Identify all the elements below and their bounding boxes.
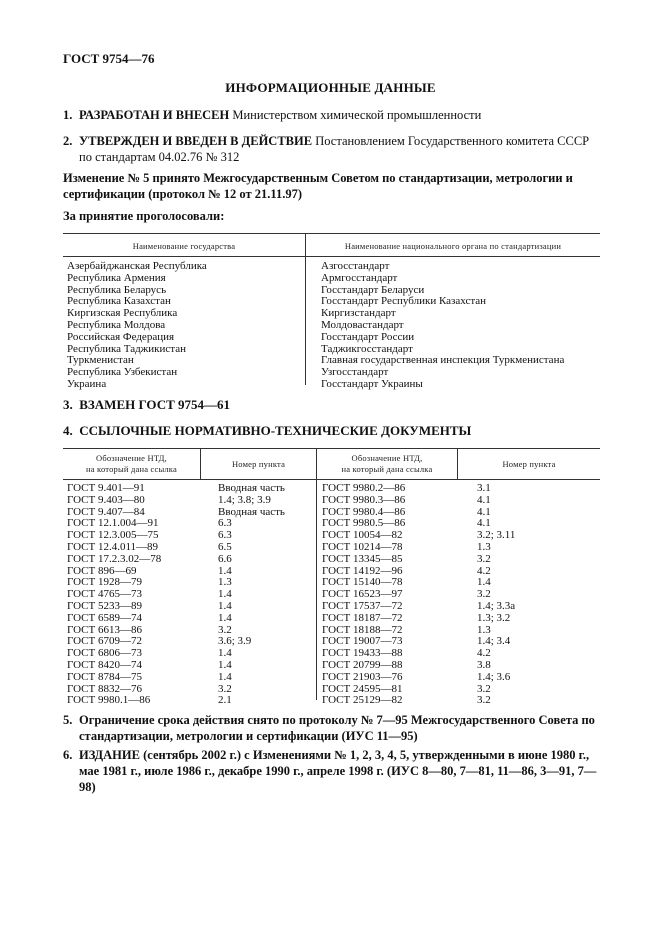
standards-body-name: Госстандарт России xyxy=(321,330,415,343)
standards-body-name: Узгосстандарт xyxy=(321,366,389,379)
ref-doc-designation: ГОСТ 24595—81 xyxy=(322,682,403,695)
ref-item-number: 1.4 xyxy=(218,670,232,683)
standards-body-name: Таджикгосстандарт xyxy=(321,342,413,355)
ref-item-number: 1.4 xyxy=(218,611,232,624)
state-name: Украина xyxy=(67,377,107,390)
state-name: Республика Таджикистан xyxy=(67,342,186,355)
section-5 xyxy=(63,712,603,744)
ref-item-number: 6.3 xyxy=(218,517,232,530)
refs-left-doc-header: Обозначение НТД, на который дана ссылка xyxy=(86,453,177,474)
state-name: Азербайджанская Республика xyxy=(67,260,207,272)
state-name: Республика Армения xyxy=(67,271,166,284)
state-name: Республика Казахстан xyxy=(67,295,171,308)
section-1-text: Министерством химической промышленности xyxy=(232,108,482,122)
section-3-text: ВЗАМЕН ГОСТ 9754—61 xyxy=(79,397,231,412)
ref-item-number: 3.2 xyxy=(477,682,491,695)
ref-item-number: 2.1 xyxy=(218,694,232,707)
section-4-text: ССЫЛОЧНЫЕ НОРМАТИВНО-ТЕХНИЧЕСКИЕ ДОКУМЕНТЫ xyxy=(79,423,472,438)
section-2-number: 2. xyxy=(63,134,73,148)
state-name: Республика Узбекистан xyxy=(67,366,178,379)
standards-body-name: Молдовастандарт xyxy=(321,318,404,331)
document-header: ГОСТ 9754—76 xyxy=(63,51,155,66)
state-name: Киргизская Республика xyxy=(67,307,178,320)
section-3 xyxy=(63,397,230,413)
section-4-number: 4. xyxy=(63,423,73,438)
ref-item-number: 1.4 xyxy=(477,576,491,589)
ref-doc-designation: ГОСТ 12.4.011—89 xyxy=(67,540,159,553)
ref-doc-designation: ГОСТ 6613—86 xyxy=(67,623,142,636)
ref-item-number: 1.4 xyxy=(218,564,232,577)
ref-item-number: 1.4 xyxy=(218,599,232,612)
section-1-number: 1. xyxy=(63,108,73,122)
ref-doc-designation: ГОСТ 4765—73 xyxy=(67,588,142,601)
section-5-number: 5. xyxy=(63,713,73,727)
ref-item-number: Вводная часть xyxy=(218,505,285,518)
refs-right-doc-header: Обозначение НТД, на который дана ссылка xyxy=(341,453,433,474)
ref-doc-designation: ГОСТ 8832—76 xyxy=(67,682,142,695)
ref-doc-designation: ГОСТ 19007—73 xyxy=(322,635,403,648)
ref-doc-designation: ГОСТ 8420—74 xyxy=(67,658,142,671)
ref-doc-designation: ГОСТ 9.403—80 xyxy=(67,493,145,506)
ref-doc-designation: ГОСТ 18188—72 xyxy=(322,623,403,636)
ref-item-number: 3.2 xyxy=(218,623,232,636)
ref-item-number: 1.4 xyxy=(218,658,232,671)
state-name: Туркменистан xyxy=(67,354,134,367)
ref-item-number: 1.3 xyxy=(477,623,491,636)
ref-doc-designation: ГОСТ 5233—89 xyxy=(67,599,142,612)
ref-doc-designation: ГОСТ 9980.1—86 xyxy=(67,694,151,707)
ref-item-number: 3.6; 3.9 xyxy=(218,635,252,648)
ref-doc-designation: ГОСТ 6709—72 xyxy=(67,635,142,648)
ref-item-number: 1.3; 3.2 xyxy=(477,611,511,624)
section-2-text: Постановлением Государственного комитета СССР по стандартам 04.02.76 № 312 xyxy=(79,134,590,164)
voted-label: За принятие проголосовали: xyxy=(63,209,225,223)
standards-body-name: Госстандарт Беларуси xyxy=(321,283,425,296)
section-6 xyxy=(63,747,603,795)
ref-item-number: 1.4; 3.8; 3.9 xyxy=(218,493,271,506)
ref-item-number: 3.2 xyxy=(477,694,491,707)
votes-table-divider xyxy=(305,233,306,385)
ref-doc-designation: ГОСТ 896—69 xyxy=(67,564,137,577)
ref-item-number: 1.4 xyxy=(218,647,232,660)
standards-body-name: Главная государственная инспекция Туркменистана xyxy=(321,354,565,367)
ref-doc-designation: ГОСТ 19433—88 xyxy=(322,647,403,660)
ref-doc-designation: ГОСТ 6589—74 xyxy=(67,611,142,624)
ref-doc-designation: ГОСТ 17.2.3.02—78 xyxy=(67,552,162,565)
votes-states-list xyxy=(67,261,207,391)
ref-doc-designation: ГОСТ 6806—73 xyxy=(67,647,142,660)
section-4 xyxy=(63,423,471,439)
ref-doc-designation: ГОСТ 10214—78 xyxy=(322,540,403,553)
ref-doc-designation: ГОСТ 12.1.004—91 xyxy=(67,517,159,530)
ref-item-number: 3.2 xyxy=(218,682,232,695)
votes-col-body-header: Наименование национального органа по стандартизации xyxy=(344,241,562,251)
ref-doc-designation: ГОСТ 25129—82 xyxy=(322,694,403,707)
ref-doc-designation: ГОСТ 20799—88 xyxy=(322,658,403,671)
ref-item-number: 3.1 xyxy=(477,482,491,494)
section-1 xyxy=(63,107,603,123)
standards-body-name: Киргизстандарт xyxy=(321,307,396,320)
ref-doc-designation: ГОСТ 18187—72 xyxy=(322,611,403,624)
ref-doc-designation: ГОСТ 9980.3—86 xyxy=(322,493,406,506)
votes-col-state-header: Наименование государства xyxy=(132,241,236,251)
section-2-bold: УТВЕРЖДЕН И ВВЕДЕН В ДЕЙСТВИЕ xyxy=(79,134,313,148)
ref-item-number: 4.2 xyxy=(477,647,491,660)
votes-table-header-rule xyxy=(63,256,600,257)
refs-right-items xyxy=(477,483,515,707)
ref-doc-designation: ГОСТ 9.407—84 xyxy=(67,505,145,518)
section-3-number: 3. xyxy=(63,397,73,412)
ref-item-number: Вводная часть xyxy=(218,482,285,494)
ref-item-number: 1.4; 3.6 xyxy=(477,670,511,683)
standards-body-name: Госстандарт Украины xyxy=(321,377,423,390)
refs-left-item-header: Номер пункта xyxy=(231,459,286,469)
refs-table-top-rule xyxy=(63,448,600,449)
refs-left-docs xyxy=(67,483,161,707)
ref-item-number: 1.3 xyxy=(218,576,232,589)
refs-left-items xyxy=(218,483,285,707)
ref-item-number: 3.8 xyxy=(477,658,491,671)
ref-doc-designation: ГОСТ 9980.4—86 xyxy=(322,505,406,518)
section-6-number: 6. xyxy=(63,748,73,762)
ref-doc-designation: ГОСТ 8784—75 xyxy=(67,670,142,683)
ref-item-number: 3.2; 3.11 xyxy=(477,529,516,542)
standards-body-name: Армгосстандарт xyxy=(321,271,398,284)
ref-doc-designation: ГОСТ 9.401—91 xyxy=(67,482,145,494)
ref-doc-designation: ГОСТ 9980.2—86 xyxy=(322,482,406,494)
standards-body-name: Госстандарт Республики Казахстан xyxy=(321,295,487,308)
ref-doc-designation: ГОСТ 13345—85 xyxy=(322,552,403,565)
ref-doc-designation: ГОСТ 17537—72 xyxy=(322,599,403,612)
standards-body-name: Азгосстандарт xyxy=(321,260,390,272)
ref-doc-designation: ГОСТ 9980.5—86 xyxy=(322,517,406,530)
ref-item-number: 3.2 xyxy=(477,588,491,601)
refs-right-docs xyxy=(322,483,405,707)
ref-doc-designation: ГОСТ 15140—78 xyxy=(322,576,403,589)
ref-item-number: 1.4; 3.4 xyxy=(477,635,511,648)
ref-doc-designation: ГОСТ 14192—96 xyxy=(322,564,403,577)
ref-item-number: 4.2 xyxy=(477,564,491,577)
ref-item-number: 1.3 xyxy=(477,540,491,553)
ref-item-number: 4.1 xyxy=(477,493,491,506)
section-5-text: Ограничение срока действия снято по протоколу № 7—95 Межгосударственного Совета по стандартизации, метрологии и сертификации (ИУС 11—95) xyxy=(79,713,595,743)
section-2 xyxy=(63,133,603,165)
state-name: Республика Молдова xyxy=(67,318,166,331)
change-note: Изменение № 5 принято Межгосударственным Советом по стандартизации, метрологии и сертификации (протокол № 12 от 21.11.97) xyxy=(63,171,573,201)
ref-doc-designation: ГОСТ 16523—97 xyxy=(322,588,403,601)
ref-doc-designation: ГОСТ 1928—79 xyxy=(67,576,142,589)
ref-item-number: 3.2 xyxy=(477,552,491,565)
page-title: ИНФОРМАЦИОННЫЕ ДАННЫЕ xyxy=(225,80,436,95)
votes-table-top-rule xyxy=(63,233,600,234)
ref-item-number: 4.1 xyxy=(477,505,491,518)
state-name: Республика Беларусь xyxy=(67,283,167,296)
ref-doc-designation: ГОСТ 10054—82 xyxy=(322,529,403,542)
votes-bodies-list xyxy=(321,261,564,391)
ref-doc-designation: ГОСТ 21903—76 xyxy=(322,670,403,683)
ref-item-number: 1.4 xyxy=(218,588,232,601)
refs-table-center-divider xyxy=(316,448,317,700)
ref-item-number: 1.4; 3.3а xyxy=(477,599,516,612)
state-name: Российская Федерация xyxy=(67,330,175,343)
ref-doc-designation: ГОСТ 12.3.005—75 xyxy=(67,529,159,542)
ref-item-number: 4.1 xyxy=(477,517,491,530)
ref-item-number: 6.3 xyxy=(218,529,232,542)
refs-table-header-rule xyxy=(63,479,600,480)
refs-right-item-header: Номер пункта xyxy=(502,459,556,469)
ref-item-number: 6.5 xyxy=(218,540,232,553)
ref-item-number: 6.6 xyxy=(218,552,232,565)
section-6-text: ИЗДАНИЕ (сентябрь 2002 г.) с Изменениями № 1, 2, 3, 4, 5, утвержденными в июне 1980 г., мае 1981 г., июле 1986 г., декабре 1990 г., апреле 1998 г. (ИУС 8—80, 7—81, 11—86, 3—91, 7—98) xyxy=(79,748,597,794)
section-1-bold: РАЗРАБОТАН И ВНЕСЕН xyxy=(79,108,230,122)
